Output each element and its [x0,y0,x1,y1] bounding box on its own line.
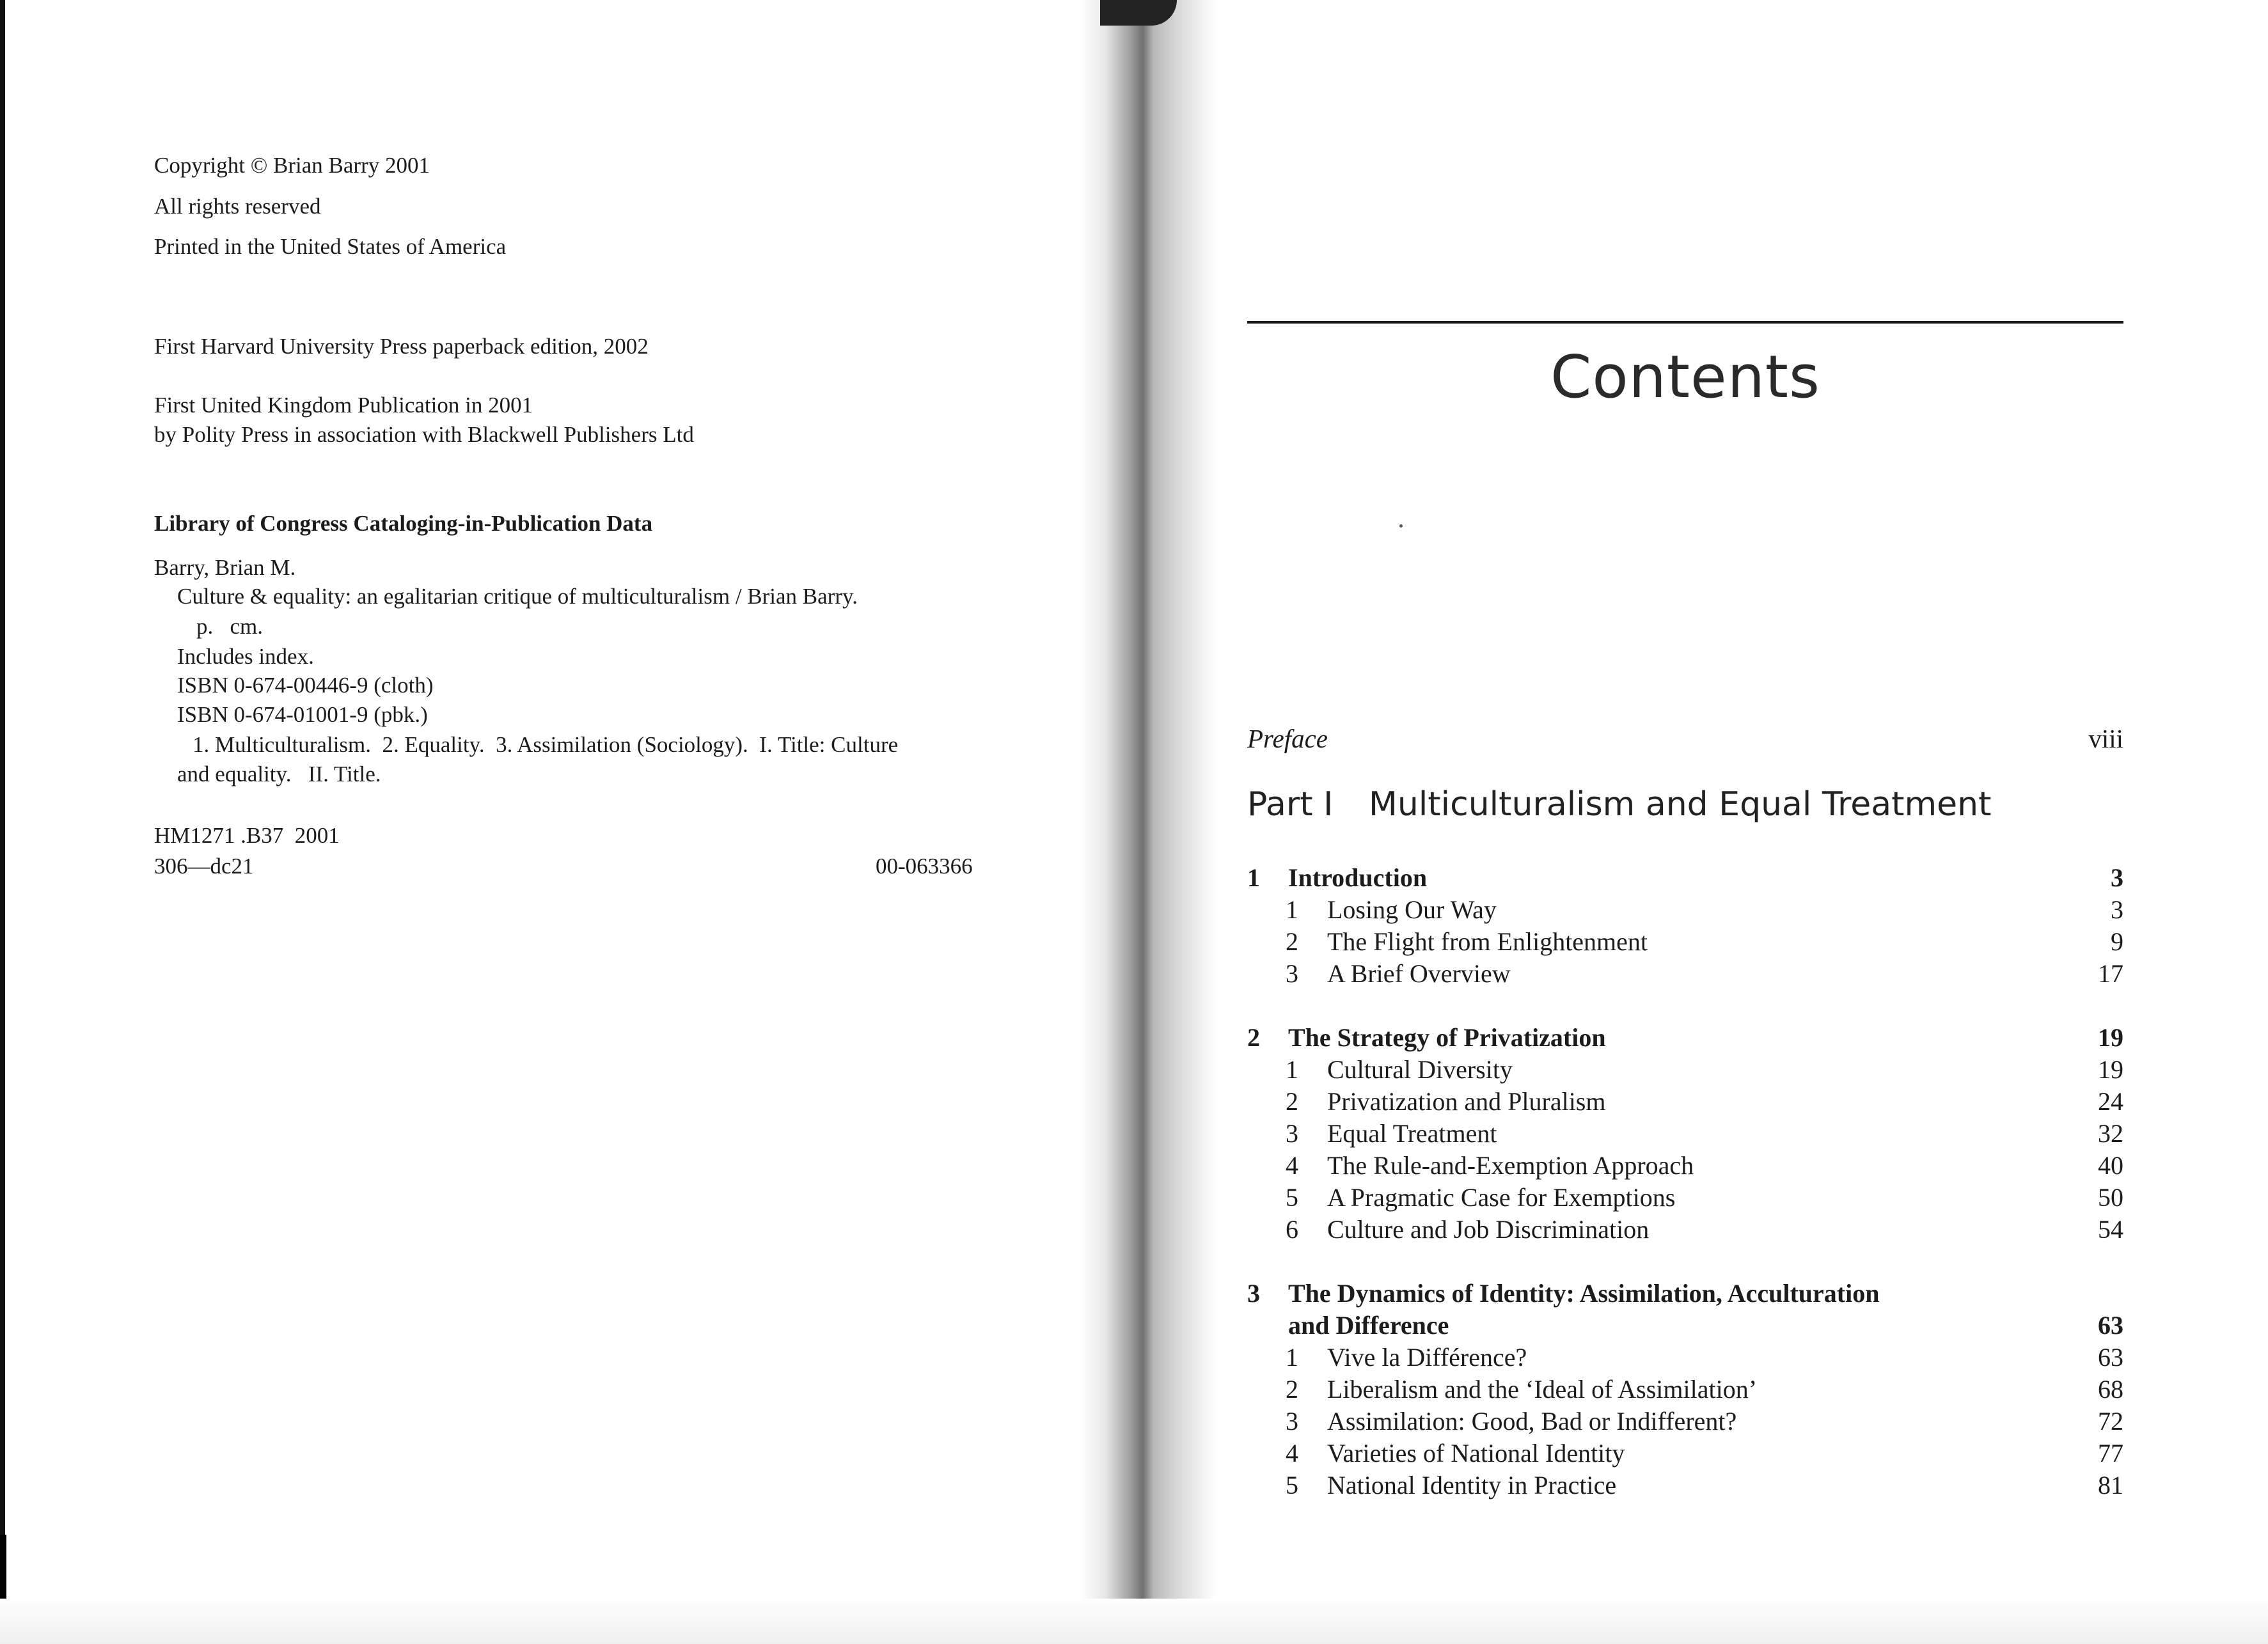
copyright-line: Copyright © Brian Barry 2001 [154,153,430,178]
section-number: 2 [1286,1087,1298,1116]
section-number: 4 [1286,1439,1298,1468]
section-page: 9 [2111,927,2123,956]
toc-section[interactable] [1247,1182,2123,1214]
section-page: 19 [2098,1055,2123,1084]
section-title: Cultural Diversity [1327,1055,1513,1084]
section-title: Assimilation: Good, Bad or Indifferent? [1327,1407,1737,1436]
toc-section[interactable] [1247,926,2123,958]
toc-section[interactable] [1247,1469,2123,1501]
section-page: 24 [2098,1087,2123,1116]
toc-section[interactable] [1247,1054,2123,1086]
book-gutter [1081,0,1215,1644]
call-number: HM1271 .B37 2001 [154,823,340,848]
toc-chapter[interactable] [1247,862,2123,894]
chapter-title: Introduction [1288,863,1428,892]
cip-pcm: p. cm. [196,614,264,639]
section-number: 5 [1286,1183,1298,1212]
section-number: 2 [1286,927,1298,956]
section-title: Equal Treatment [1327,1119,1497,1148]
chapter-number: 3 [1247,1279,1260,1308]
section-title: The Flight from Enlightenment [1327,927,1648,956]
chapter-title: The Strategy of Privatization [1288,1023,1606,1052]
section-number: 3 [1286,1407,1298,1436]
section-number: 1 [1286,1343,1298,1372]
edition-line: First Harvard University Press paperback edition, 2002 [154,334,649,359]
lccn: 00-063366 [876,854,973,879]
chapter-title: The Dynamics of Identity: Assimilation, Acculturation [1288,1279,1880,1308]
toc-chapter[interactable] [1247,1022,2123,1054]
chapter-title-continued: and Difference [1288,1311,1449,1340]
contents-heading: Contents [1550,343,1820,411]
section-number: 5 [1286,1471,1298,1499]
uk-publication-line: First United Kingdom Publication in 2001 [154,393,533,418]
dewey-number: 306—dc21 [154,854,254,879]
section-page: 32 [2098,1119,2123,1148]
title-rule [1247,321,2123,324]
isbn-paperback: ISBN 0-674-01001-9 (pbk.) [177,702,428,727]
toc-section[interactable] [1247,1150,2123,1182]
toc-chapter[interactable] [1247,1278,2123,1310]
section-number: 1 [1286,895,1298,924]
section-title: National Identity in Practice [1327,1471,1617,1499]
section-title: Vive la Différence? [1327,1343,1527,1372]
toc-section[interactable] [1247,1118,2123,1150]
part-heading [1247,785,1991,824]
section-title: Losing Our Way [1327,895,1497,924]
section-number: 4 [1286,1151,1298,1180]
section-page: 72 [2098,1407,2123,1436]
scan-speck [1399,524,1403,528]
toc-section[interactable] [1247,1342,2123,1374]
section-number: 3 [1286,959,1298,988]
toc-section[interactable] [1247,1405,2123,1437]
section-page: 63 [2098,1343,2123,1372]
section-page: 17 [2098,959,2123,988]
section-page: 81 [2098,1471,2123,1499]
cip-subjects-line-2: and equality. II. Title. [177,762,381,787]
section-page: 68 [2098,1375,2123,1404]
section-page: 50 [2098,1183,2123,1212]
section-title: The Rule-and-Exemption Approach [1327,1151,1694,1180]
part-number: Part I [1247,785,1334,824]
section-title: A Brief Overview [1327,959,1511,988]
section-title: Varieties of National Identity [1327,1439,1625,1468]
cip-title: Culture & equality: an egalitarian critique of multiculturalism / Brian Barry. [177,584,858,609]
chapter-number: 1 [1247,863,1260,892]
cip-author: Barry, Brian M. [154,555,296,580]
section-title: Privatization and Pluralism [1327,1087,1606,1116]
toc-section[interactable] [1247,1374,2123,1405]
section-page: 54 [2098,1215,2123,1244]
uk-publisher-line: by Polity Press in association with Blackwell Publishers Ltd [154,422,694,447]
chapter-number: 2 [1247,1023,1260,1052]
section-number: 3 [1286,1119,1298,1148]
section-title: Culture and Job Discrimination [1327,1215,1650,1244]
toc-section[interactable] [1247,1214,2123,1246]
section-number: 1 [1286,1055,1298,1084]
toc-preface[interactable] [1247,723,2123,755]
cip-index: Includes index. [177,644,314,669]
chapter-page: 63 [2098,1311,2123,1340]
cip-heading: Library of Congress Cataloging-in-Publication Data [154,511,653,536]
section-page: 3 [2111,895,2123,924]
toc-section[interactable] [1247,1437,2123,1469]
section-title: A Pragmatic Case for Exemptions [1327,1183,1676,1212]
cip-subjects-line-1: 1. Multiculturalism. 2. Equality. 3. Assimilation (Sociology). I. Title: Culture [193,732,899,757]
printed-line: Printed in the United States of America [154,234,507,259]
toc-section[interactable] [1247,958,2123,990]
toc-chapter-continued[interactable] [1247,1310,2123,1342]
preface-page: viii [2088,724,2123,753]
section-page: 77 [2098,1439,2123,1468]
part-title: Multiculturalism and Equal Treatment [1369,785,1992,824]
preface-label: Preface [1247,724,1328,753]
chapter-page: 19 [2098,1023,2123,1052]
chapter-page: 3 [2111,863,2123,892]
section-number: 6 [1286,1215,1298,1244]
page-edge-shadow [0,0,5,1644]
section-number: 2 [1286,1375,1298,1404]
scan-bottom-edge [0,1599,2268,1644]
section-page: 40 [2098,1151,2123,1180]
toc-section[interactable] [1247,894,2123,926]
rights-line: All rights reserved [154,194,321,219]
isbn-cloth: ISBN 0-674-00446-9 (cloth) [177,673,434,698]
section-title: Liberalism and the ‘Ideal of Assimilation’ [1327,1375,1758,1404]
toc-section[interactable] [1247,1086,2123,1118]
